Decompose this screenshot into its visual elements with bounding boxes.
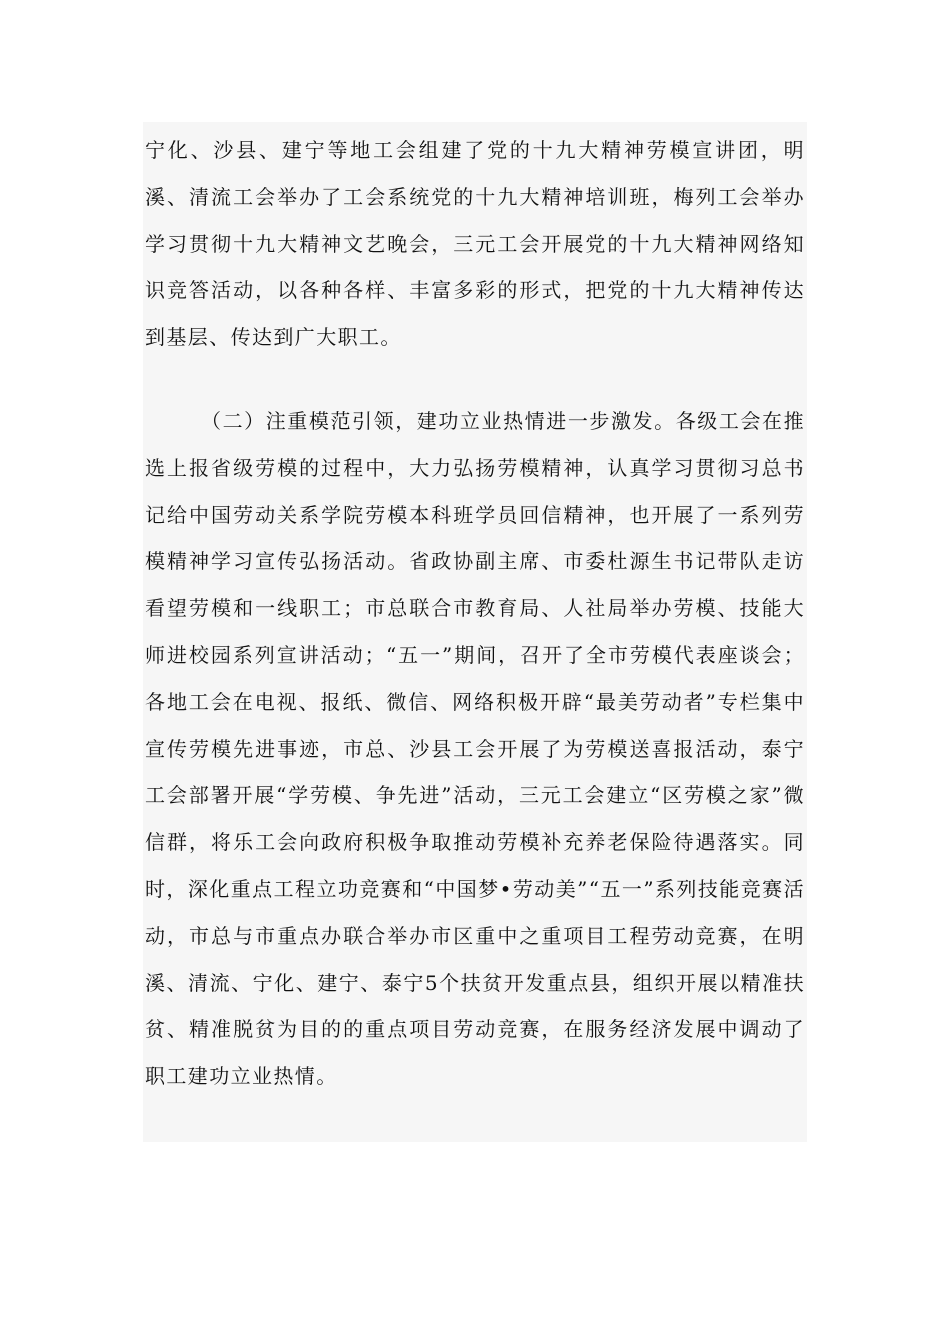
paragraph-2: （二）注重模范引领，建功立业热情进一步激发。各级工会在推选上报省级劳模的过程中，大力弘扬劳模精神，认真学习贯彻习总书记给中国劳动关系学院劳模本科班学员回信精神，也开展了一系列劳模精神学习宣传弘扬活动。省政协副主席、市委杜源生书记带队走访看望劳模和一线职工；市总联合市教育局、人社局举办劳模、技能大师进校园系列宣讲活动；“五一”期间，召开了全市劳模代表座谈会；各地工会在电视、报纸、微信、网络积极开辟“最美劳动者”专栏集中宣传劳模先进事迹，市总、沙县工会开展了为劳模送喜报活动，泰宁工会部署开展“学劳模、争先进”活动，三元工会建立“区劳模之家”微信群，将乐工会向政府积极争取推动劳模补充养老保险待遇落实。同时，深化重点工程立功竞赛和“中国梦•劳动美”“五一”系列技能竞赛活动，市总与市重点办联合举办市区重中之重项目工程劳动竞赛，在明溪、清流、宁化、建宁、泰宁5个扶贫开发重点县，组织开展以精准扶贫、精准脱贫为目的的重点项目劳动竞赛，在服务经济发展中调动了职工建功立业热情。 [145,409,805,1089]
paragraph-1: 宁化、沙县、建宁等地工会组建了党的十九大精神劳模宣讲团，明溪、清流工会举办了工会系统党的十九大精神培训班，梅列工会举办学习贯彻十九大精神文艺晚会，三元工会开展党的十九大精神网络知识竞答活动，以各种各样、丰富多彩的形式，把党的十九大精神传达到基层、传达到广大职工。 [145,138,805,350]
